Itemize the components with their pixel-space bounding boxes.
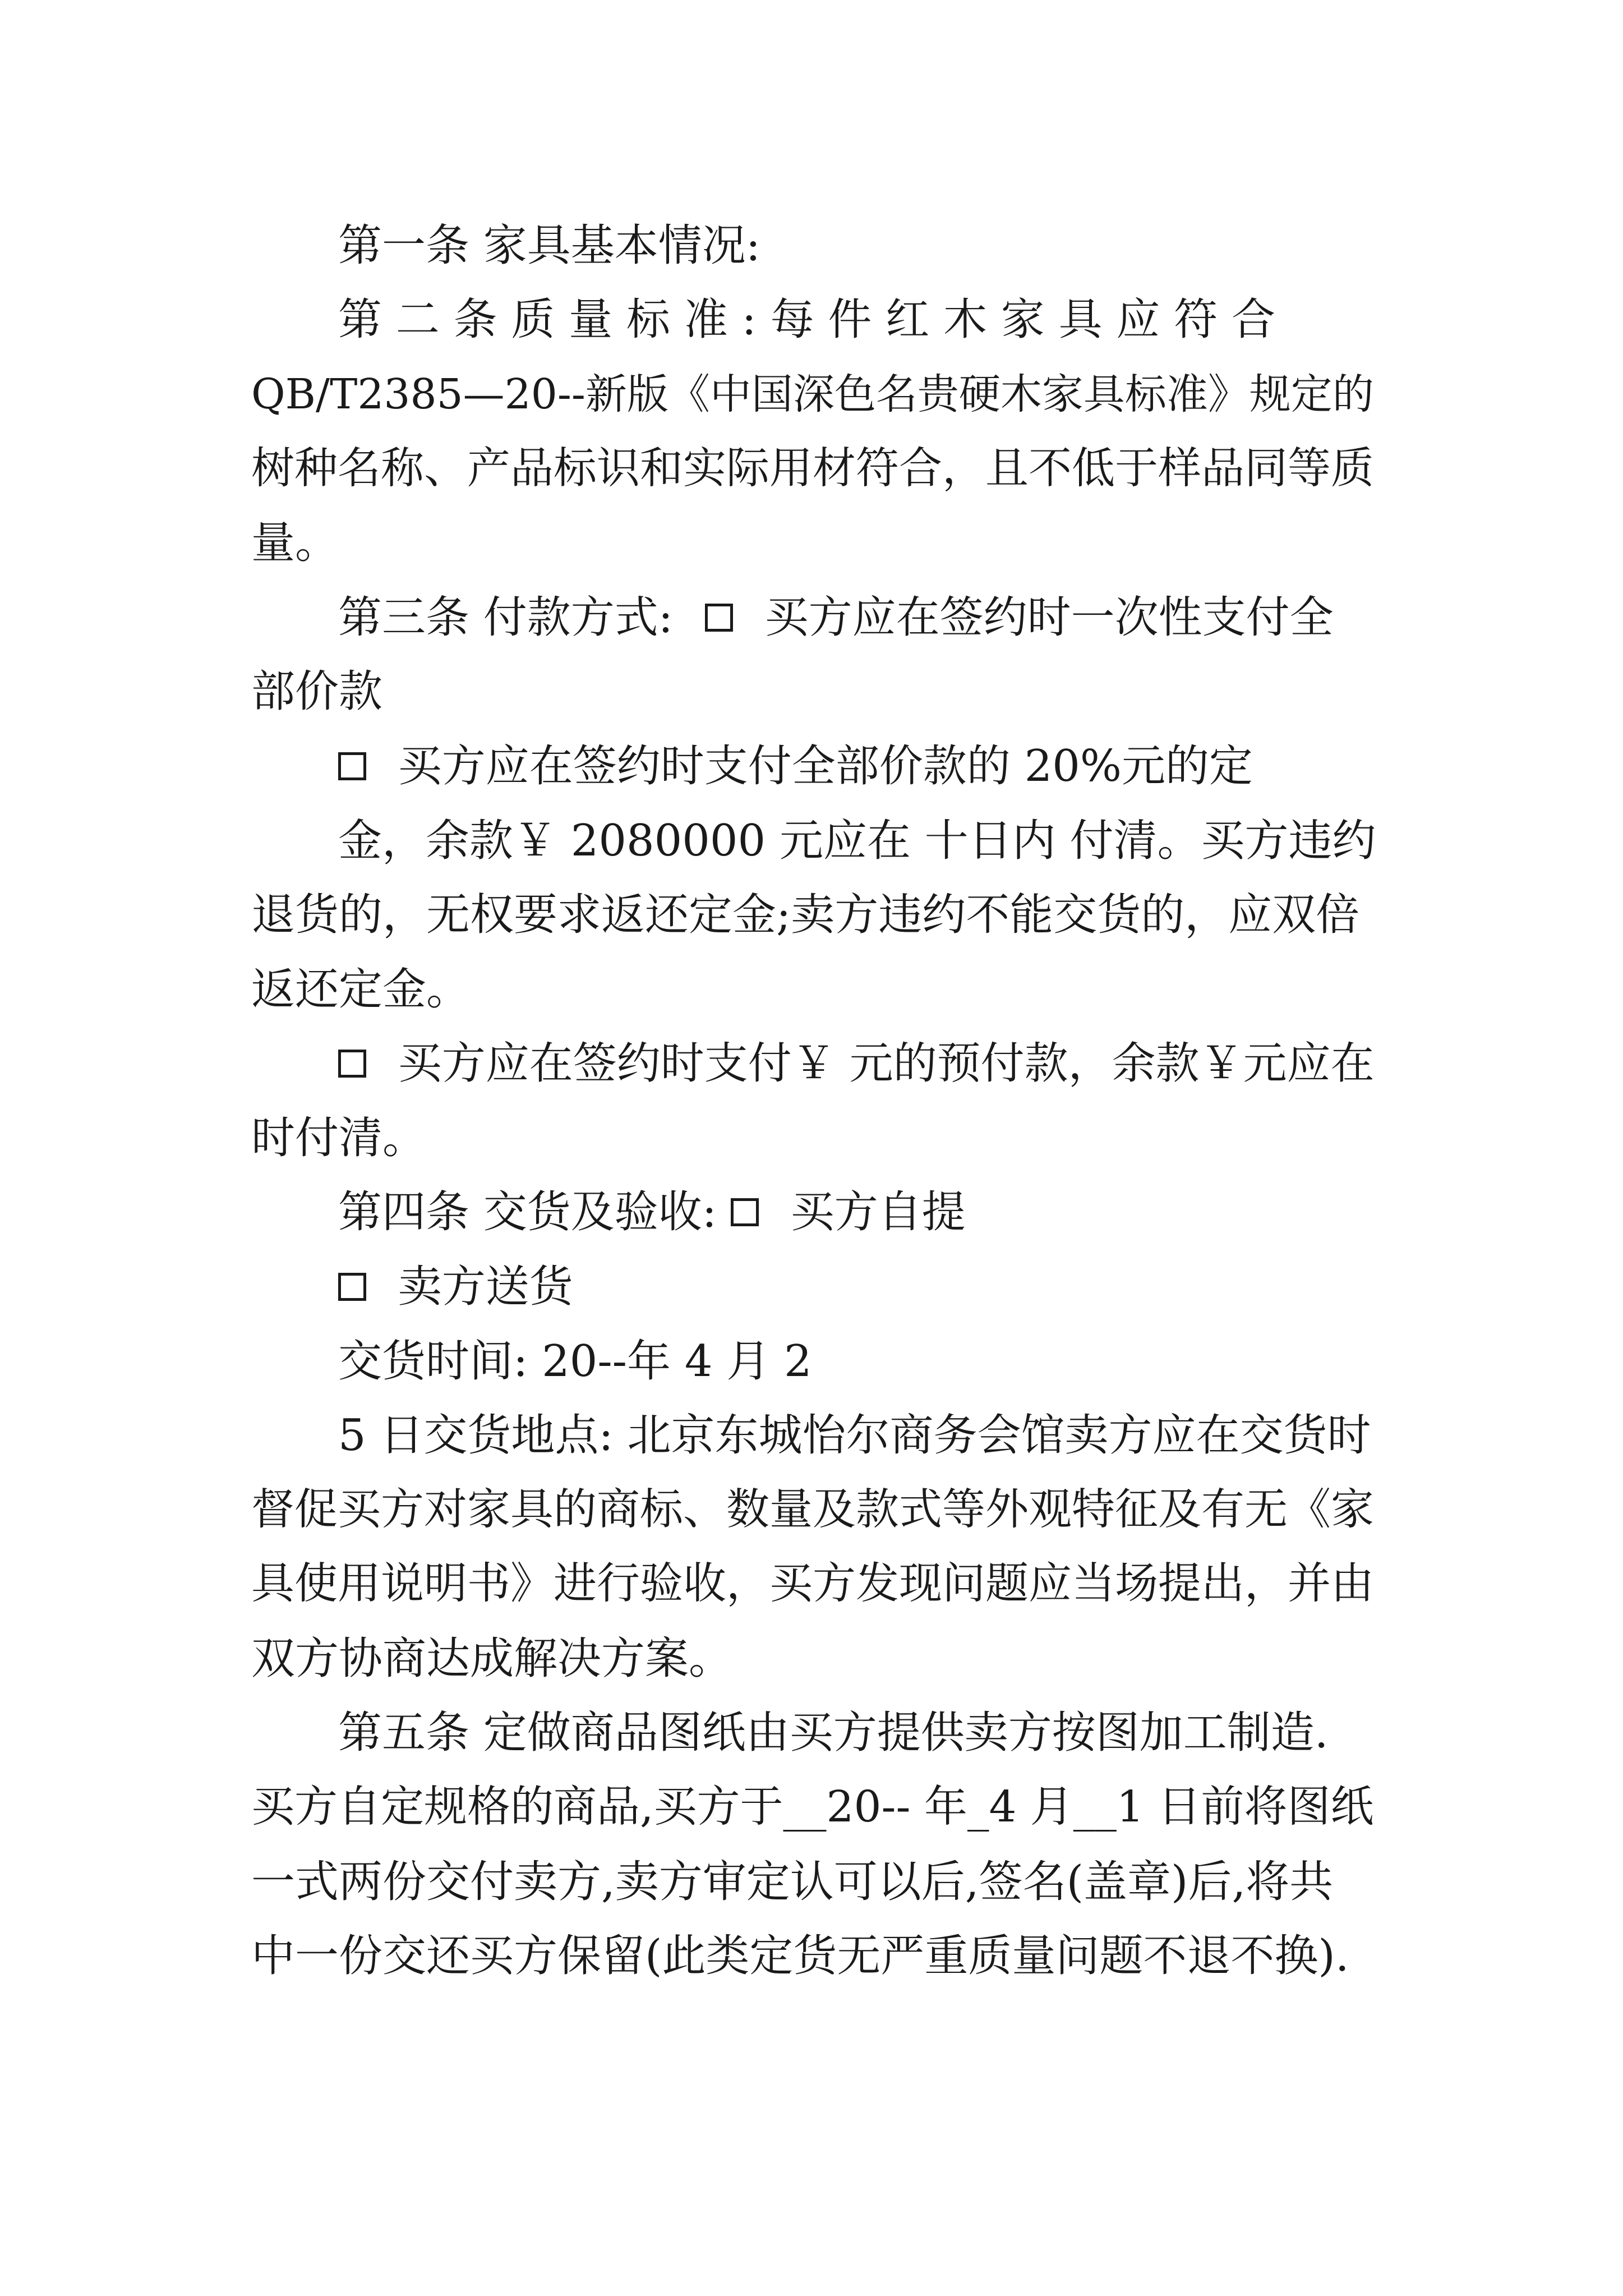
clause-2-line-3: 树种名称、产品标识和实际用材符合，且不低于样品同等质 (251, 444, 1374, 494)
prepayment-option-line: 买方应在签约时支付￥ 元的预付款，余款￥元应在 (338, 1024, 1375, 1103)
clause-1-heading: 第一条 家具基本情况: (338, 220, 761, 271)
delivery-place-line: 5 日交货地点: 北京东城怡尔商务会馆卖方应在交货时 (338, 1410, 1371, 1461)
deposit-option-line: 买方应在签约时支付全部价款的 20%元的定 (338, 727, 1253, 806)
deposit-line-3: 退货的，无权要求返还定金;卖方违约不能交货的，应双倍 (251, 890, 1360, 940)
deposit-line-4: 返还定金。 (251, 964, 471, 1015)
clause-4-line-5: 督促买方对家具的商标、数量及款式等外观特征及有无《家 (251, 1485, 1374, 1535)
delivery-time-line: 交货时间: 20--年 4 月 2 (338, 1336, 812, 1387)
clause-5-line-3: 一式两份交付卖方,卖方审定认可以后,签名(盖章)后,将共 (251, 1857, 1334, 1907)
clause-4-line-7: 双方协商达成解决方案。 (251, 1634, 733, 1684)
prepayment-line-2: 时付清。 (251, 1113, 427, 1163)
clause-5-line-2: 买方自定规格的商品,买方于__20-- 年_4 月__1 日前将图纸 (251, 1782, 1374, 1832)
clause-2-line-4: 量。 (251, 518, 339, 568)
clause-5-line-4: 中一份交还买方保留(此类定货无严重质量问题不退不换). (251, 1931, 1349, 1981)
clause-2-line-1: 第 二 条 质 量 标 准 : 每 件 红 木 家 具 应 符 合 (338, 295, 1275, 345)
clause-4-line-6: 具使用说明书》进行验收，买方发现问题应当场提出，并由 (251, 1559, 1374, 1609)
checkbox-full-payment[interactable] (705, 604, 733, 632)
checkbox-prepayment[interactable] (338, 1050, 366, 1078)
checkbox-seller-delivery[interactable] (338, 1273, 366, 1301)
clause-3-line-1: 第三条 付款方式: 买方应在签约时一次性支付全 (338, 592, 1334, 643)
clause-3-line-2: 部价款 (251, 666, 383, 717)
clause-4-line-1: 第四条 交货及验收: 买方自提 (338, 1187, 966, 1237)
clause-5-line-1: 第五条 定做商品图纸由买方提供卖方按图加工制造. (338, 1708, 1329, 1758)
clause-2-line-2: QB/T2385—20--新版《中国深色名贵硬木家具标准》规定的 (251, 370, 1374, 418)
checkbox-buyer-pickup[interactable] (731, 1198, 759, 1226)
checkbox-deposit[interactable] (338, 752, 366, 780)
seller-delivery-line: 卖方送货 (338, 1248, 573, 1326)
deposit-line-2: 金，余款￥ 2080000 元应在 十日内 付清。买方违约 (338, 816, 1376, 866)
